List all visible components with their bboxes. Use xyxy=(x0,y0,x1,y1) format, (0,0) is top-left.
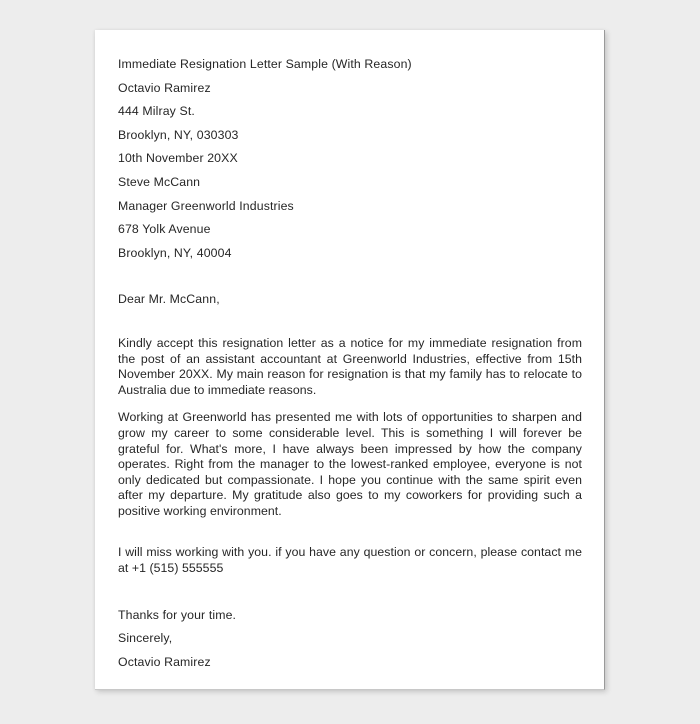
letter-content xyxy=(95,30,604,674)
spacer-between-paragraphs-2 xyxy=(118,519,582,545)
letter-date: 10th November 20XX xyxy=(118,151,238,166)
closing-signature-name: Octavio Ramirez xyxy=(118,654,211,669)
recipient-city-line: Brooklyn, NY, 40004 xyxy=(118,245,232,260)
sender-city-line: Brooklyn, NY, 030303 xyxy=(118,127,239,142)
salutation: Dear Mr. McCann, xyxy=(118,292,220,307)
spacer-between-paragraphs-1 xyxy=(118,398,582,410)
closing-sign-off: Sincerely, xyxy=(118,631,173,646)
spacer-before-closing xyxy=(118,577,582,604)
closing-block xyxy=(118,604,582,675)
body-paragraph-1: Kindly accept this resignation letter as a notice for my immediate resignation from the post of an assistant accountant at Greenworld Industries, effective from 15th November 20XX. My main reason for resignation is that my family has to relocate to Australia due to immediate reasons. xyxy=(118,335,582,397)
body-paragraph-3: I will miss working with you. if you have any question or concern, please contact me at +1 (515) 555555 xyxy=(118,545,582,576)
sender-name: Octavio Ramirez xyxy=(118,80,211,95)
recipient-title-company: Manager Greenworld Industries xyxy=(118,198,294,213)
letter-document-page xyxy=(95,30,605,690)
letter-title: Immediate Resignation Letter Sample (With Reason) xyxy=(118,57,412,71)
spacer-before-salutation xyxy=(118,265,582,288)
closing-thanks: Thanks for your time. xyxy=(118,607,237,622)
body-paragraph-2: Working at Greenworld has presented me with lots of opportunities to sharpen and grow my career to some considerable level. This is something I will forever be grateful for. What's more, I have always been impressed by how the company operates. Right from the manager to the lowest-ranked employee, everyone is not only dedicated but compassionate. I hope you continue with the same spirit even after my departure. My gratitude also goes to my coworkers for providing such a positive working environment. xyxy=(118,410,582,518)
spacer-after-salutation xyxy=(118,312,582,336)
sender-street: 444 Milray St. xyxy=(118,104,195,119)
recipient-name: Steve McCann xyxy=(118,174,201,189)
recipient-street: 678 Yolk Avenue xyxy=(118,222,211,237)
